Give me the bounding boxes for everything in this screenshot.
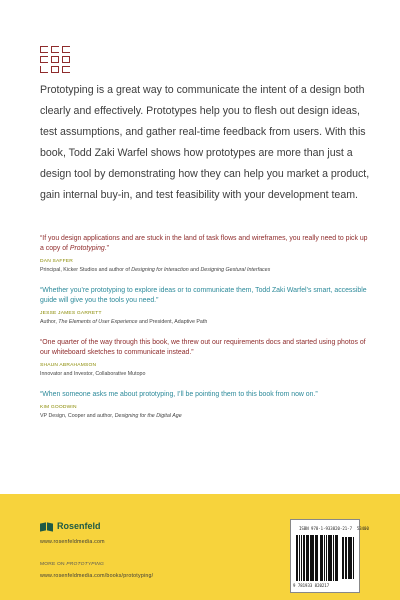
- quote-text: “One quarter of the way through this book, we threw out our requirements docs and started using photos of our whiteboard sketches to communicate instead.”: [40, 339, 366, 356]
- testimonial: [40, 234, 370, 274]
- publisher-site: www.rosenfeldmedia.com: [40, 539, 105, 545]
- book-icon: [40, 522, 54, 531]
- footer-band: [0, 494, 400, 600]
- barcode-addon-bars: [342, 537, 355, 579]
- isbn-label: ISBN 978-1-933820-21-7 53400: [299, 526, 369, 531]
- quote-author: DAN SAFFER: [40, 259, 73, 264]
- quote-author-title: Innovator and Investor, Collaborative Mutopo: [40, 371, 146, 377]
- quote-author: KIM GOODWIN: [40, 405, 77, 410]
- quote-author-title: Author, The Elements of User Experience and President, Adaptive Path: [40, 319, 208, 325]
- more-url: www.rosenfeldmedia.com/books/prototyping/: [40, 573, 154, 579]
- testimonial: [40, 390, 370, 420]
- publisher-name: Rosenfeld: [57, 521, 101, 531]
- testimonials: [40, 234, 370, 432]
- quote-text: “When someone asks me about prototyping, I’ll be pointing them to this book from now on.”: [40, 391, 318, 398]
- quote-text: “Whether you’re prototyping to explore ideas or to communicate them, Todd Zaki Warfel’s smart, accessible guide will give you the tools you need.”: [40, 287, 367, 304]
- quote-author: JESSE JAMES GARRETT: [40, 311, 102, 316]
- quote-text: “If you design applications and are stuck in the land of task flows and wireframes, you really need to pick up a copy of Prototyping.”: [40, 235, 368, 252]
- intro-paragraph: Prototyping is a great way to communicate the intent of a design both clearly and effectively. Prototypes help you to flesh out design ideas, test assumptions, and gather real-time feedback from users. With this book, Todd Zaki Warfel shows how prototypes are more than just a design tool by demonstrating how they can help you market a product, gain internal buy-in, and test feasibility with your development team.: [40, 84, 370, 201]
- more-label: MORE ON PROTOTYPING: [40, 562, 105, 567]
- quote-author-title: Principal, Kicker Studios and author of Designing for Interaction and Designing Gestural Interfaces: [40, 267, 271, 273]
- barcode-digits: 9 781933 820217: [293, 583, 330, 588]
- quote-author-title: VP Design, Cooper and author, Designing for the Digital Age: [40, 413, 182, 419]
- barcode-bar: [353, 537, 354, 579]
- testimonial: [40, 338, 370, 378]
- quote-author: SHAUN ABRAHAMSON: [40, 363, 97, 368]
- barcode-bar: [337, 535, 338, 581]
- logo-mark: [40, 46, 72, 74]
- testimonial: [40, 286, 370, 326]
- publisher-logo: [40, 521, 101, 531]
- barcode: [290, 519, 369, 593]
- barcode-bars: [296, 535, 338, 581]
